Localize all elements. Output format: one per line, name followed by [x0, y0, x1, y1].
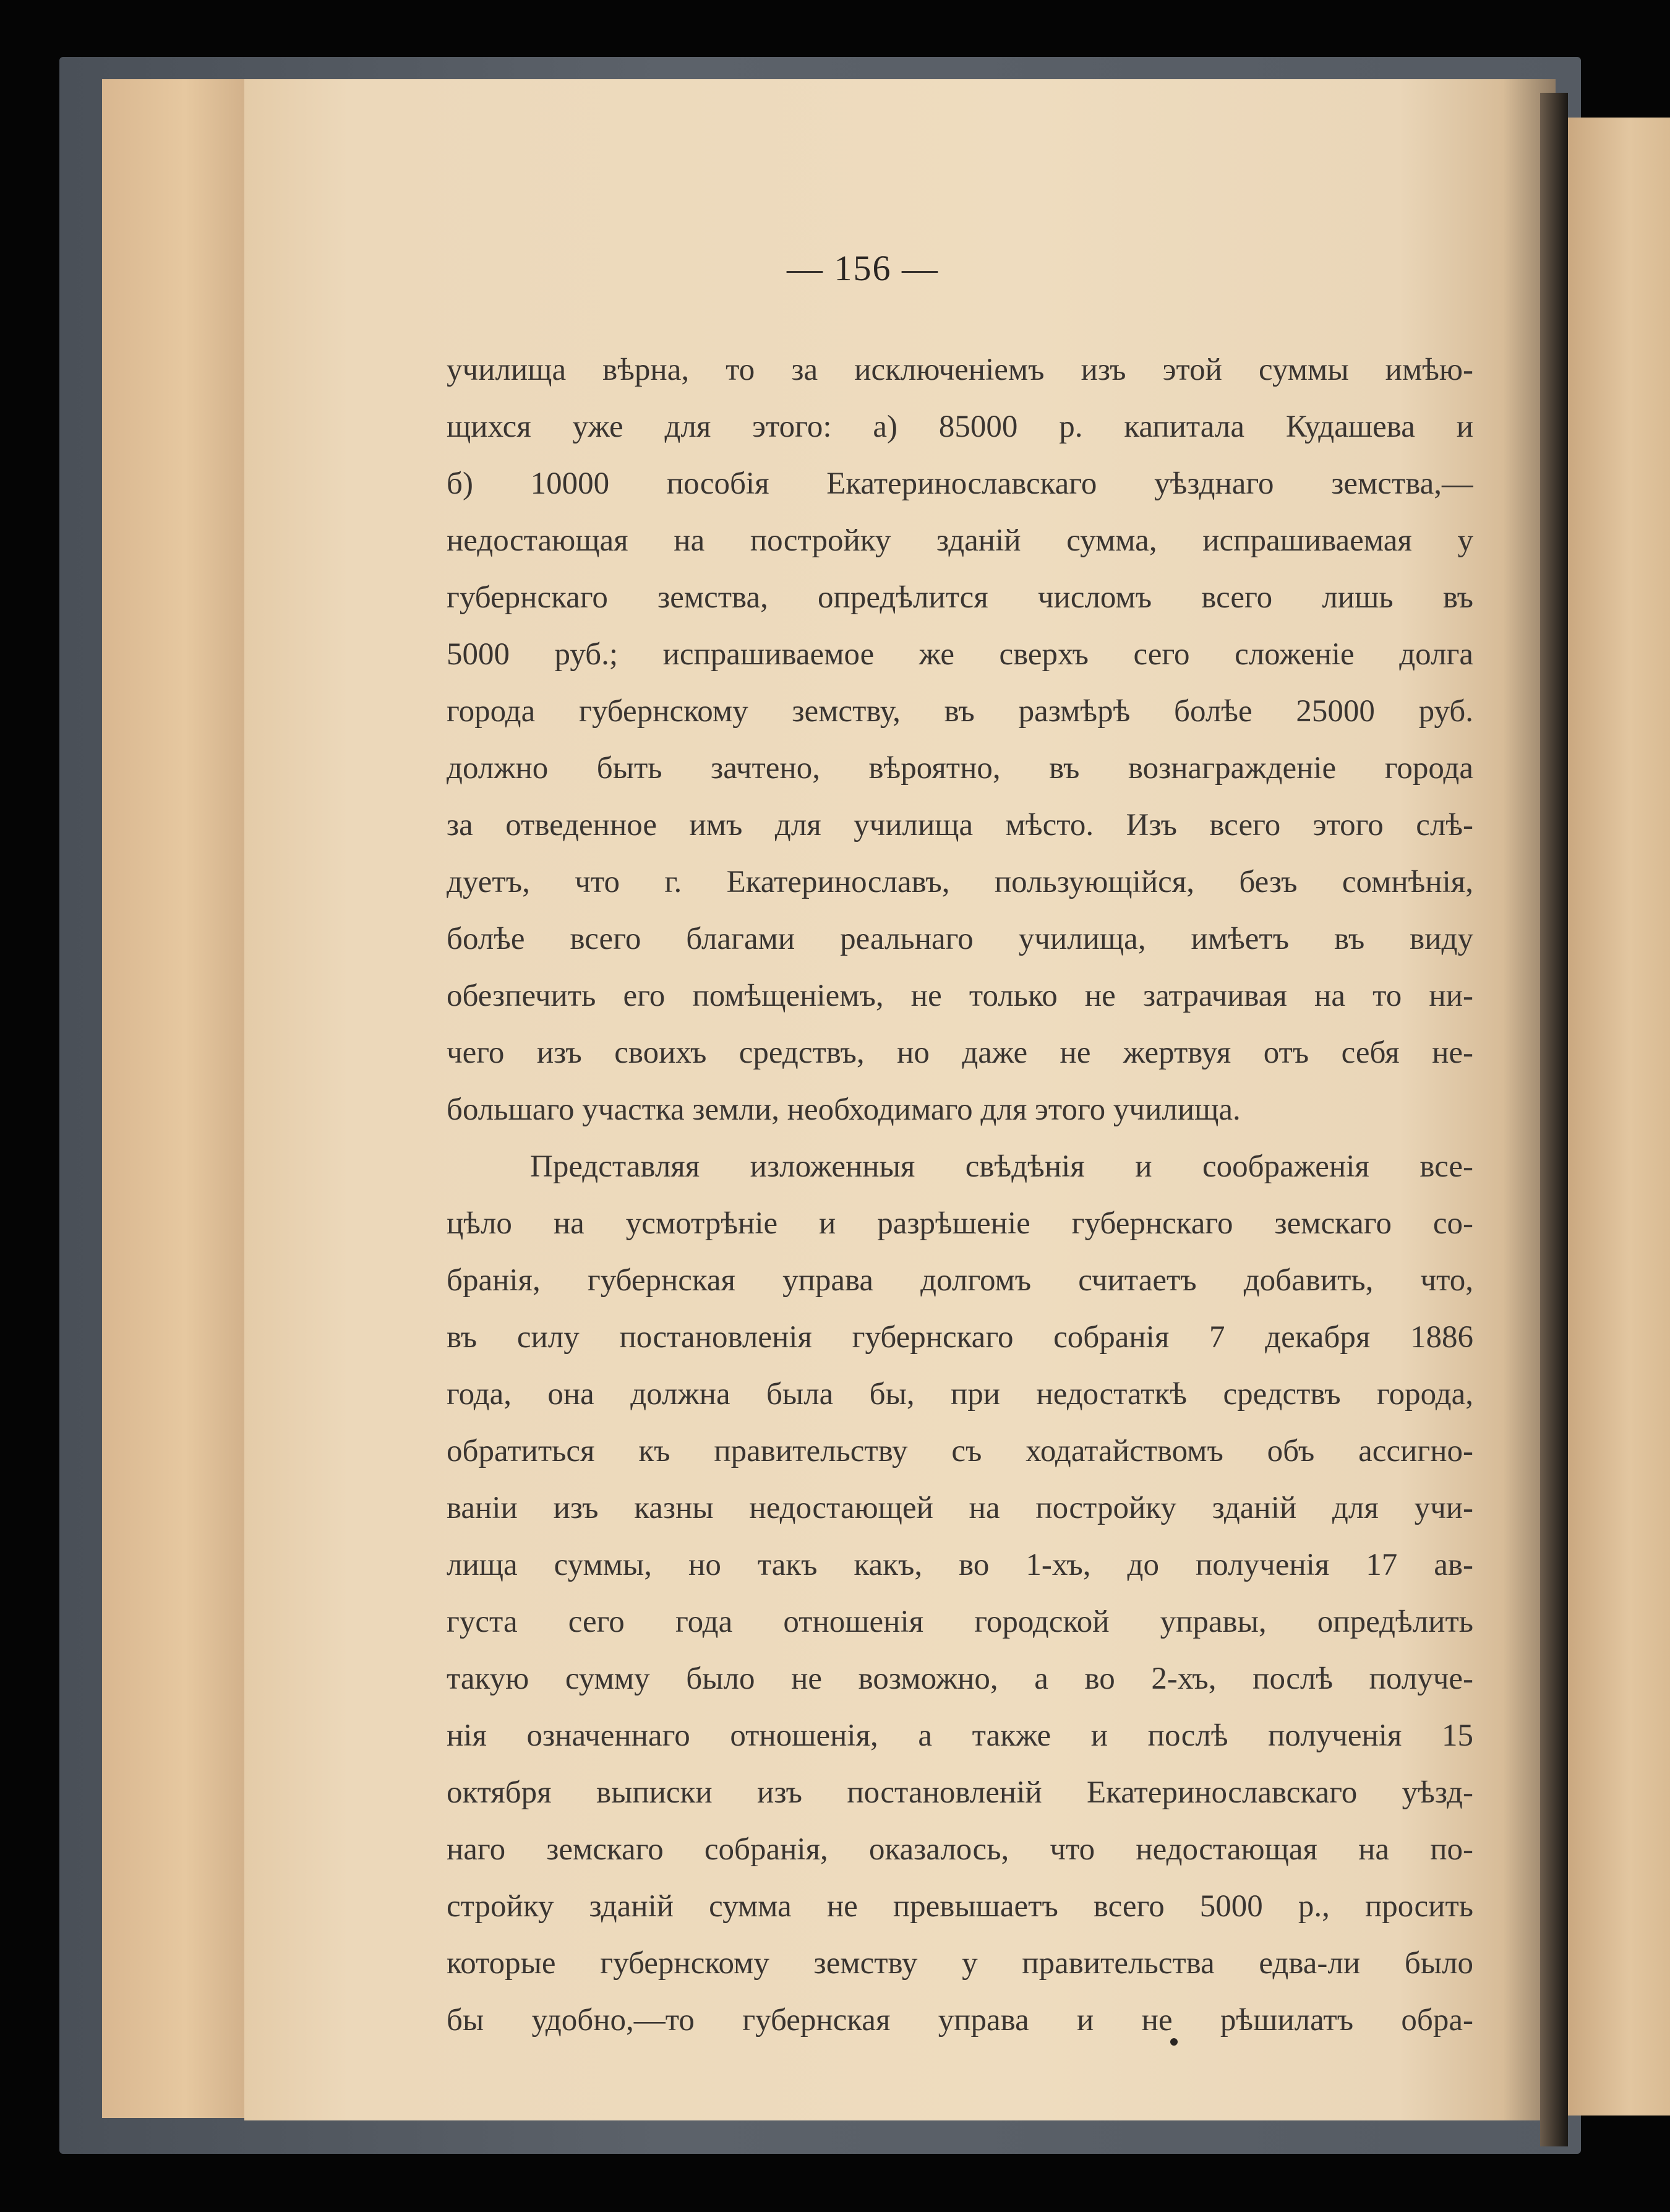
text-line: большаго участка земли, необходимаго для этого училища. [447, 1092, 1241, 1127]
text-line: ваніи изъ казны недостающей на постройку зданій для учи- [447, 1491, 1473, 1525]
text-line: бы удобно,—то губернская управа и не рѣшилатъ обра- [447, 2003, 1473, 2038]
text-line: города губернскому земству, въ размѣрѣ болѣе 25000 руб. [447, 694, 1473, 729]
page-stack-edge [102, 79, 254, 2118]
text-line: недостающая на постройку зданій сумма, испрашиваемая у [447, 523, 1473, 558]
text-line: нія означеннаго отношенія, а также и послѣ полученія 15 [447, 1718, 1473, 1753]
text-line: которые губернскому земству у правительства едва-ли было [447, 1946, 1473, 1981]
text-line: лища суммы, но такъ какъ, во 1-хъ, до полученія 17 ав- [447, 1548, 1473, 1582]
text-line: щихся уже для этого: а) 85000 р. капитала Кудашева и [447, 409, 1473, 444]
page-number: — 156 — [787, 248, 939, 288]
print-speck [1170, 2038, 1178, 2046]
body-text [447, 341, 1473, 2049]
text-line: цѣло на усмотрѣніе и разрѣшеніе губернскаго земскаго со- [447, 1206, 1473, 1241]
text-line: губернскаго земства, опредѣлится числомъ всего лишь въ [447, 580, 1473, 615]
text-line: въ силу постановленія губернскаго собранія 7 декабря 1886 [447, 1320, 1473, 1355]
text-line: обратиться къ правительству съ ходатайствомъ объ ассигно- [447, 1434, 1473, 1468]
page-gutter [1540, 93, 1568, 2146]
text-line: за отведенное имъ для училища мѣсто. Изъ всего этого слѣ- [447, 808, 1473, 842]
text-line: должно быть зачтено, вѣроятно, въ вознагражденіе города [447, 751, 1473, 786]
text-line: густа сего года отношенія городской управы, опредѣлить [447, 1605, 1473, 1639]
text-line: бранія, губернская управа долгомъ считаетъ добавить, что, [447, 1263, 1473, 1298]
text-line: такую сумму было не возможно, а во 2-хъ, послѣ получе- [447, 1661, 1473, 1696]
text-line: 5000 руб.; испрашиваемое же сверхъ сего сложеніе долга [447, 637, 1473, 672]
text-line: чего изъ своихъ средствъ, но даже не жертвуя отъ себя не- [447, 1035, 1473, 1070]
text-line: обезпечить его помѣщеніемъ, не только не затрачивая на то ни- [447, 979, 1473, 1013]
text-line: дуетъ, что г. Екатеринославъ, пользующійся, безъ сомнѣнія, [447, 865, 1473, 899]
text-line: наго земскаго собранія, оказалось, что недостающая на по- [447, 1832, 1473, 1867]
text-line: б) 10000 пособія Екатеринославскаго уѣзднаго земства,— [447, 466, 1473, 501]
text-line: октября выписки изъ постановленій Екатеринославскаго уѣзд- [447, 1775, 1473, 1810]
text-line: стройку зданій сумма не превышаетъ всего 5000 р., просить [447, 1889, 1473, 1924]
text-line-paragraph-start: Представляя изложенныя свѣдѣнія и соображенія все- [530, 1149, 1473, 1184]
text-line: болѣе всего благами реальнаго училища, имѣетъ въ виду [447, 922, 1473, 956]
text-line: года, она должна была бы, при недостаткѣ средствъ города, [447, 1377, 1473, 1412]
facing-page-edge [1568, 118, 1670, 2116]
text-line: училища вѣрна, то за исключеніемъ изъ этой суммы имѣю- [447, 353, 1473, 387]
